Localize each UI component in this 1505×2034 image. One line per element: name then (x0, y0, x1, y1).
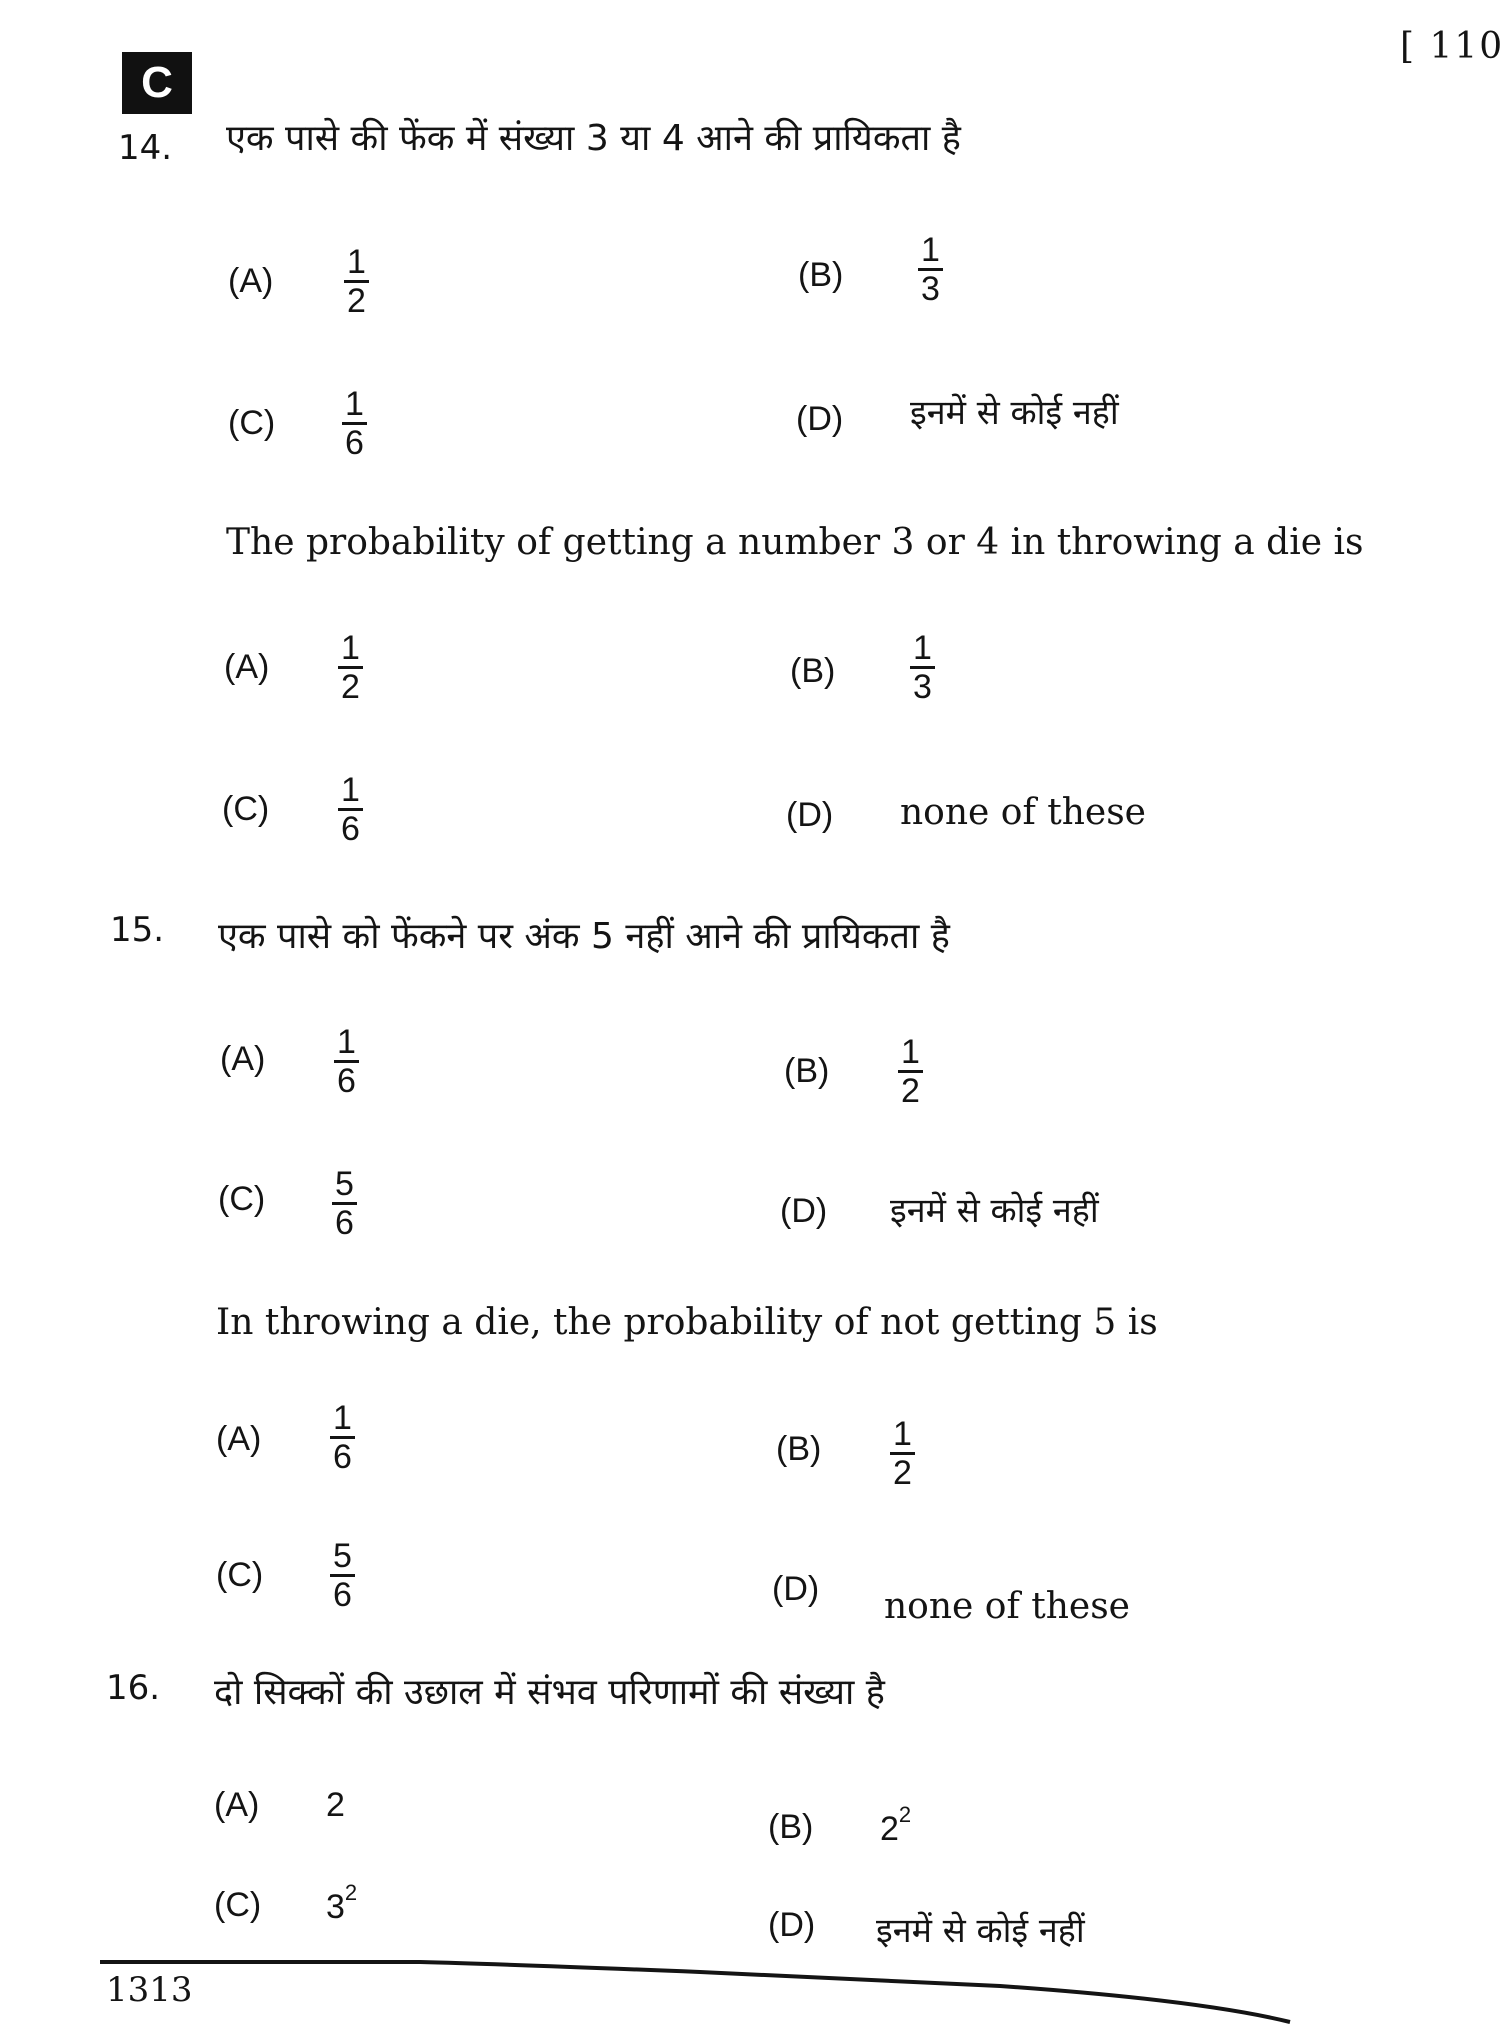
question-14-hindi-text: एक पासे की फेंक में संख्या 3 या 4 आने की प्रायिकता है (226, 118, 961, 159)
exponent: 2 (344, 1880, 358, 1905)
q14-hi-option-d-value: इनमें से कोई नहीं (910, 393, 1119, 433)
q16-hi-option-d-label: (D) (768, 1906, 816, 1944)
question-15-english-text: In throwing a die, the probability of not getting 5 is (216, 1302, 1158, 1343)
numerator: 1 (913, 629, 932, 667)
q14-hi-option-c-label: (C) (228, 404, 276, 442)
numerator: 1 (345, 385, 364, 423)
q15-en-option-a-label: (A) (216, 1420, 262, 1458)
q15-hi-option-d-value: इनमें से कोई नहीं (890, 1191, 1099, 1231)
q14-en-option-c-label: (C) (222, 790, 270, 828)
denominator: 3 (918, 268, 943, 307)
question-14-english-text: The probability of getting a number 3 or 4 in throwing a die is (226, 522, 1364, 563)
q15-hi-option-d-label: (D) (780, 1192, 828, 1230)
exponent: 2 (898, 1802, 912, 1827)
q15-en-option-d-value: none of these (884, 1586, 1130, 1627)
question-16-hindi-text: दो सिक्कों की उछाल में संभव परिणामों की संख्या है (214, 1672, 885, 1713)
page-number: [ 110 (1400, 26, 1505, 67)
denominator: 6 (342, 422, 367, 461)
q16-hi-option-b-label: (B) (768, 1808, 814, 1846)
q15-en-option-c-label: (C) (216, 1556, 264, 1594)
numerator: 1 (901, 1033, 920, 1071)
numerator: 1 (341, 629, 360, 667)
q14-en-option-d-label: (D) (786, 796, 834, 834)
question-16-number: 16. (106, 1668, 161, 1708)
denominator: 2 (898, 1070, 923, 1109)
q14-hi-option-a-label: (A) (228, 262, 274, 300)
denominator: 3 (910, 666, 935, 705)
q14-hi-option-b-label: (B) (798, 256, 844, 294)
denominator: 6 (338, 808, 363, 847)
numerator: 1 (337, 1023, 356, 1061)
numerator: 1 (347, 243, 366, 281)
q15-hi-option-b-label: (B) (784, 1052, 830, 1090)
q15-hi-option-a-label: (A) (220, 1040, 266, 1078)
q14-en-option-b-label: (B) (790, 652, 836, 690)
q15-hi-option-c-label: (C) (218, 1180, 266, 1218)
q14-hi-option-d-label: (D) (796, 400, 844, 438)
q16-hi-option-d-value: इनमें से कोई नहीं (876, 1911, 1085, 1951)
set-label-badge: C (122, 52, 192, 114)
denominator: 2 (338, 666, 363, 705)
base: 2 (880, 1810, 899, 1848)
base: 3 (326, 1888, 345, 1926)
question-15-hindi-text: एक पासे को फेंकने पर अंक 5 नहीं आने की प्रायिकता है (218, 916, 950, 957)
question-15-number: 15. (110, 910, 165, 950)
denominator: 6 (330, 1574, 355, 1613)
q16-hi-option-a-label: (A) (214, 1786, 260, 1824)
denominator: 6 (334, 1060, 359, 1099)
denominator: 2 (890, 1452, 915, 1491)
paper-code: 1313 (106, 1970, 193, 2010)
numerator: 5 (333, 1537, 352, 1575)
denominator: 2 (344, 280, 369, 319)
q15-en-option-b-label: (B) (776, 1430, 822, 1468)
numerator: 5 (335, 1165, 354, 1203)
question-14-number: 14. (118, 128, 173, 168)
denominator: 6 (330, 1436, 355, 1475)
denominator: 6 (332, 1202, 357, 1241)
numerator: 1 (893, 1415, 912, 1453)
q14-en-option-a-label: (A) (224, 648, 270, 686)
q14-en-option-d-value: none of these (900, 792, 1146, 833)
q16-hi-option-c-label: (C) (214, 1886, 262, 1924)
q15-en-option-d-label: (D) (772, 1570, 820, 1608)
numerator: 1 (341, 771, 360, 809)
numerator: 1 (921, 231, 940, 269)
numerator: 1 (333, 1399, 352, 1437)
q16-hi-option-a-value: 2 (326, 1786, 345, 1824)
